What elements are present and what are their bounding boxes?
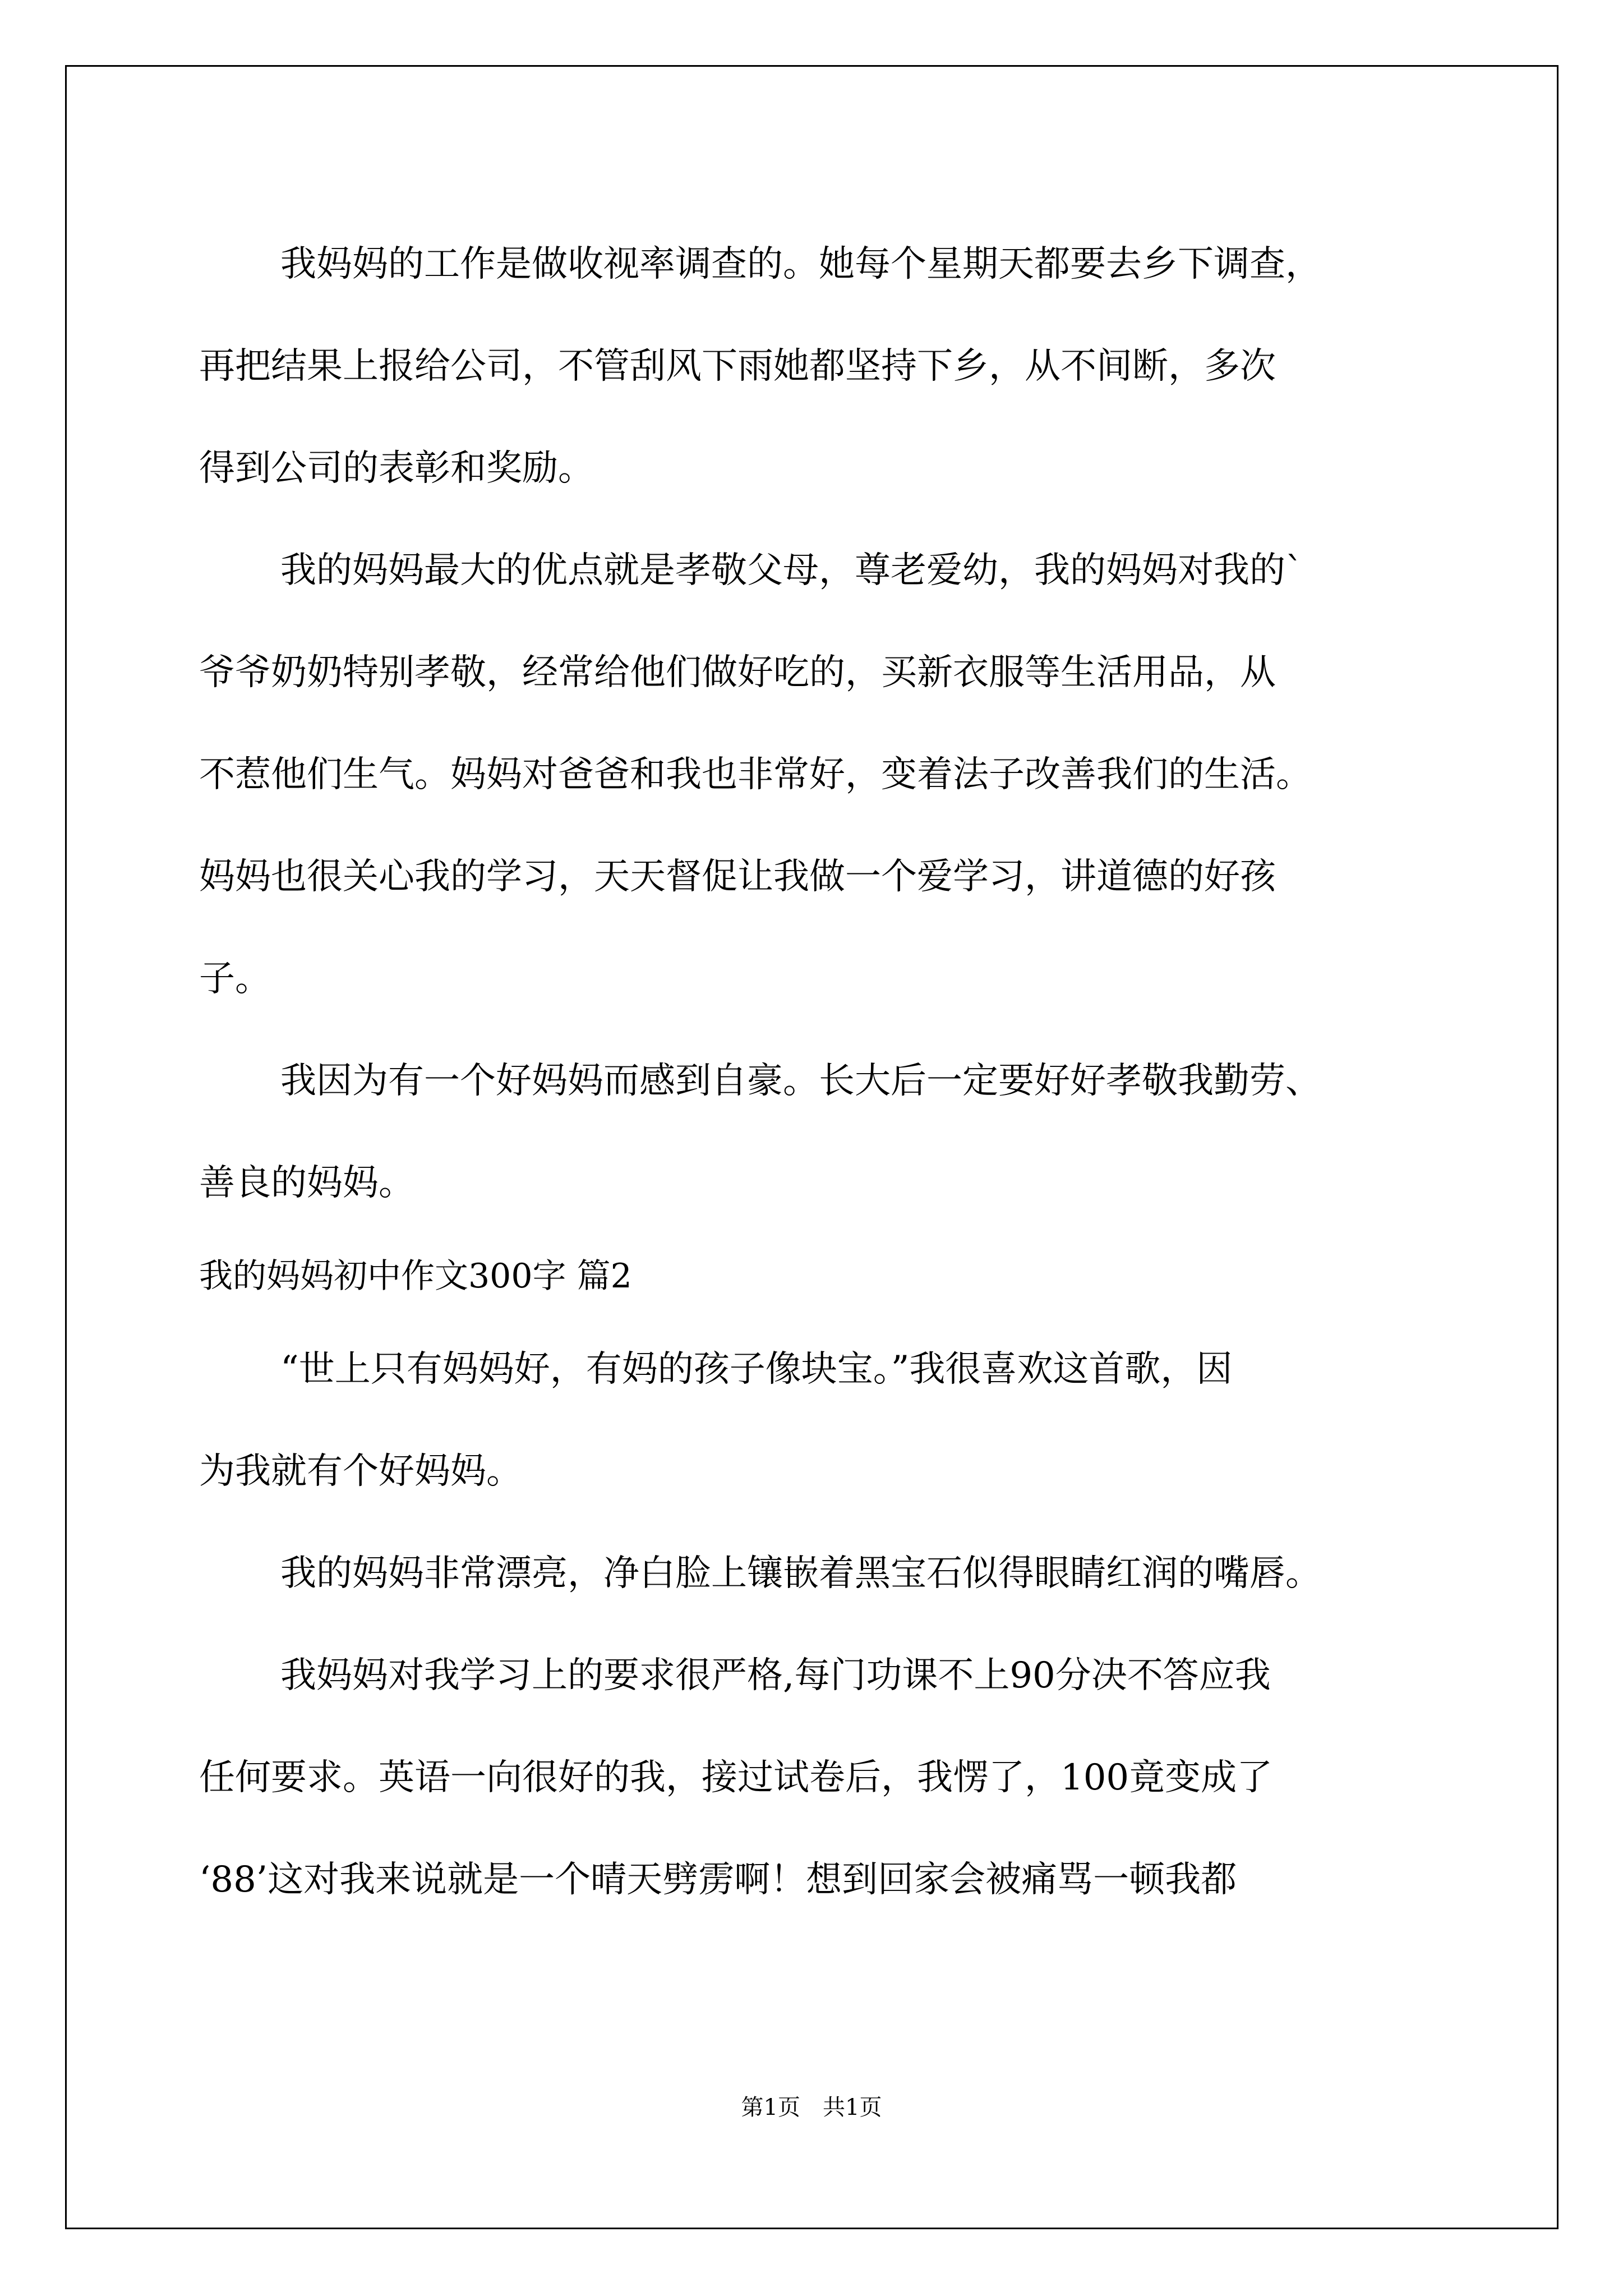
document-body — [199, 213, 1433, 1931]
paragraph-line: 我妈妈对我学习上的要求很严格,每门功课不上90分决不答应我 — [280, 1655, 1271, 1696]
paragraph-line: ‘88’这对我来说就是一个晴天劈雳啊！想到回家会被痛骂一顿我都 — [199, 1859, 1237, 1901]
paragraph-line: 我因为有一个好妈妈而感到自豪。长大后一定要好好孝敬我勤劳、 — [280, 1060, 1321, 1102]
section-title: 我的妈妈初中作文300字 篇2 — [199, 1257, 632, 1296]
page-number-total: 共1页 — [823, 2095, 882, 2120]
paragraph-line: 我妈妈的工作是做收视率调查的。她每个星期天都要去乡下调查， — [280, 243, 1321, 285]
paragraph-line: 爷爷奶奶特别孝敬，经常给他们做好吃的，买新衣服等生活用品，从 — [199, 652, 1276, 693]
paragraph-line: 再把结果上报给公司，不管刮风下雨她都坚持下乡，从不间断，多次 — [199, 346, 1276, 387]
paragraph-line: 我的妈妈最大的优点就是孝敬父母，尊老爱幼，我的妈妈对我的` — [280, 550, 1303, 591]
paragraph-line: 我的妈妈非常漂亮，净白脸上镶嵌着黑宝石似得眼睛红润的嘴唇。 — [280, 1553, 1321, 1594]
paragraph-line: “世上只有妈妈好，有妈的孩子像块宝。”我很喜欢这首歌，因 — [280, 1349, 1233, 1390]
paragraph-line: 得到公司的表彰和奖励。 — [199, 448, 594, 489]
paragraph-line: 任何要求。英语一向很好的我，接过试卷后，我愣了，100竟变成了 — [199, 1757, 1273, 1798]
paragraph-line: 妈妈也很关心我的学习，天天督促让我做一个爱学习，讲道德的好孩 — [199, 856, 1276, 898]
page-footer — [0, 2090, 1623, 2122]
paragraph-line: 不惹他们生气。妈妈对爸爸和我也非常好，变着法子改善我们的生活。 — [199, 754, 1312, 795]
page-number-current: 第1页 — [741, 2095, 800, 2120]
paragraph-line: 善良的妈妈。 — [199, 1162, 414, 1204]
paragraph-line: 子。 — [199, 958, 271, 1000]
paragraph-line: 为我就有个好妈妈。 — [199, 1451, 522, 1492]
